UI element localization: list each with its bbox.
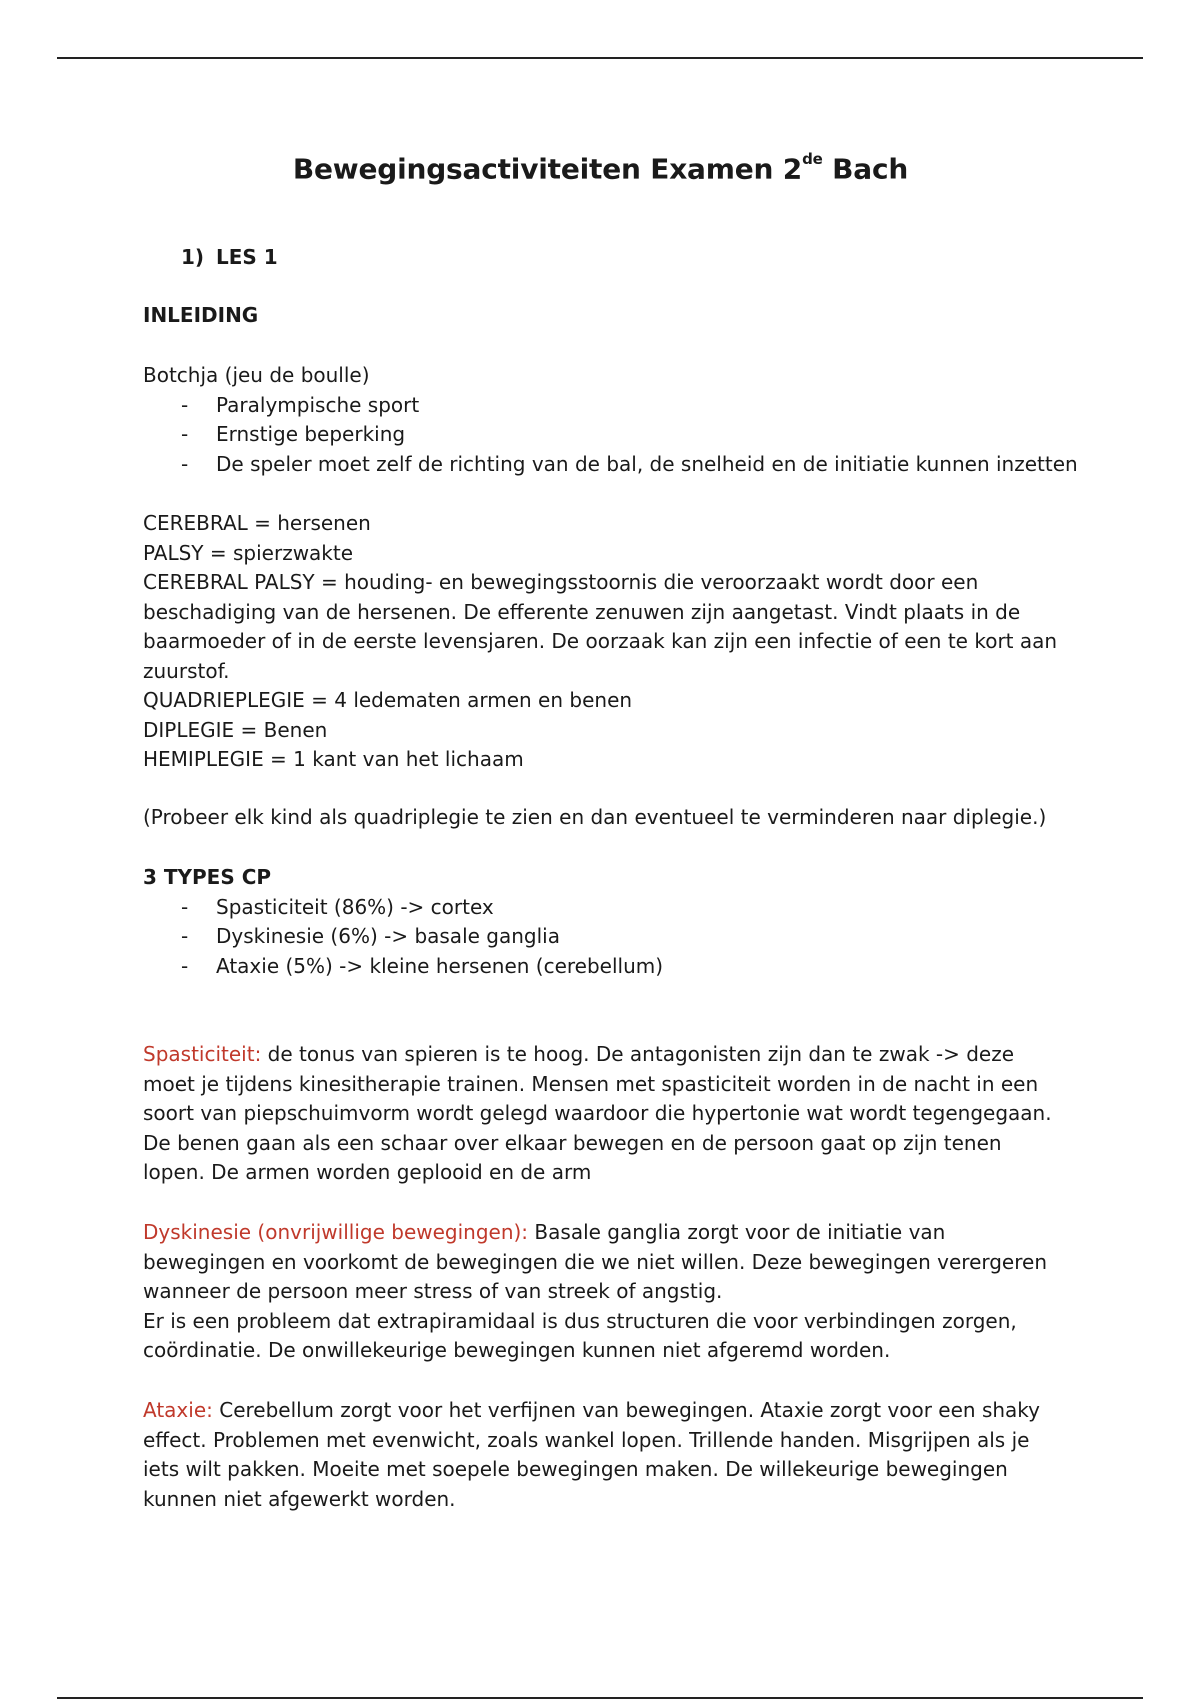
heading-number: 1) [181, 245, 205, 269]
dyskinesie-paragraph-2: Er is een probleem dat extrapiramidaal is dus structuren die voor verbindingen zorgen, coördinatie. De onwillekeurige bewegingen kunnen niet afgeremd worden. [143, 1308, 1017, 1362]
heading-label: LES 1 [216, 245, 278, 269]
botchja-list [143, 391, 1078, 480]
dyskinesie-term: Dyskinesie (onvrijwillige bewegingen): [143, 1220, 529, 1244]
definition-hemiplegie: HEMIPLEGIE = 1 kant van het lichaam [143, 747, 524, 771]
list-item [143, 391, 1073, 421]
title-text: Bewegingsactiviteiten Examen 2 [292, 152, 803, 186]
list-item [143, 893, 1073, 923]
document-title [143, 143, 1058, 189]
note-paragraph: (Probeer elk kind als quadriplegie te zien en dan eventueel te verminderen naar diplegie.) [143, 805, 1047, 829]
ataxie-section [143, 1396, 1058, 1514]
types-list [143, 893, 1073, 982]
list-item [143, 450, 1078, 480]
list-item-text: Dyskinesie (6%) -> basale ganglia [216, 924, 560, 948]
bottom-border-line [57, 1697, 1143, 1699]
spasticiteit-paragraph-2: De benen gaan als een schaar over elkaar bewegen en de persoon gaat op zijn tenen lopen. De armen worden geplooid en de arm [143, 1130, 1002, 1184]
dash-bullet: - [181, 953, 189, 978]
spasticiteit-paragraph [143, 1040, 1058, 1129]
list-item-text: Ataxie (5%) -> kleine hersenen (cerebellum) [216, 953, 664, 978]
list-item-text: De speler moet zelf de richting van de bal, de snelheid en de initiatie kunnen inzetten [216, 451, 1078, 476]
section-intro-heading: INLEIDING [143, 303, 259, 327]
spasticiteit-section [143, 1040, 1058, 1188]
definitions-section [143, 509, 1058, 775]
ataxie-term: Ataxie: [143, 1398, 213, 1422]
definition-cerebral-palsy: CEREBRAL PALSY = houding- en bewegingsstoornis die veroorzaakt wordt door een beschadiging van de hersenen. De efferente zenuwen zijn aangetast. Vindt plaats in de baarmoeder of in de eerste levensjaren. De oorzaak kan zijn een infectie of een te kort aan zuurstof. [143, 570, 1058, 683]
definition-palsy: PALSY = spierzwakte [143, 540, 354, 565]
dash-bullet: - [181, 924, 189, 948]
botchja-intro: Botchja (jeu de boulle) [143, 363, 370, 387]
list-item-text: Spasticiteit (86%) -> cortex [216, 894, 494, 919]
dash-bullet: - [181, 451, 189, 476]
spasticiteit-term: Spasticiteit: [143, 1042, 262, 1066]
list-item-text: Ernstige beperking [216, 422, 406, 446]
list-item [143, 922, 1073, 952]
definition-quadriplegie: QUADRIEPLEGIE = 4 ledematen armen en benen [143, 688, 633, 712]
types-section [143, 863, 1073, 981]
title-end-text: Bach [822, 152, 909, 186]
ataxie-text: Cerebellum zorgt voor het verfijnen van bewegingen. Ataxie zorgt voor een shaky effect. Problemen met evenwicht, zoals wankel lopen. Trillende handen. Misgrijpen als je iets wilt pakken. Moeite met soepele bewegingen maken. De willekeurige bewegingen kunnen niet afgewerkt worden. [143, 1398, 1040, 1511]
dyskinesie-paragraph [143, 1218, 1058, 1307]
dyskinesie-text: Basale ganglia zorgt voor de initiatie van bewegingen en voorkomt de bewegingen die we niet willen. Deze bewegingen verergeren wanneer de persoon meer stress of van streek of angstig. [143, 1220, 1048, 1303]
types-heading: 3 TYPES CP [143, 865, 272, 889]
ataxie-paragraph [143, 1396, 1058, 1514]
lesson-heading [143, 243, 1111, 273]
list-item [143, 420, 1073, 450]
definition-cerebral: CEREBRAL = hersenen [143, 511, 371, 535]
list-item-text: Paralympische sport [216, 392, 420, 417]
botchja-section [143, 361, 1078, 479]
dyskinesie-section [143, 1218, 1058, 1366]
dash-bullet: - [181, 422, 189, 446]
list-item [143, 952, 1073, 982]
title-superscript: de [802, 150, 823, 168]
spasticiteit-text: de tonus van spieren is te hoog. De antagonisten zijn dan te zwak -> deze moet je tijdens kinesitherapie trainen. Mensen met spasticiteit worden in de nacht in een soort van piepschuimvorm wordt gelegd waardoor die hypertonie wat wordt tegengegaan. [143, 1042, 1052, 1125]
top-border-line [57, 57, 1143, 59]
dash-bullet: - [181, 392, 189, 417]
definition-diplegie: DIPLEGIE = Benen [143, 717, 328, 742]
dash-bullet: - [181, 894, 189, 919]
